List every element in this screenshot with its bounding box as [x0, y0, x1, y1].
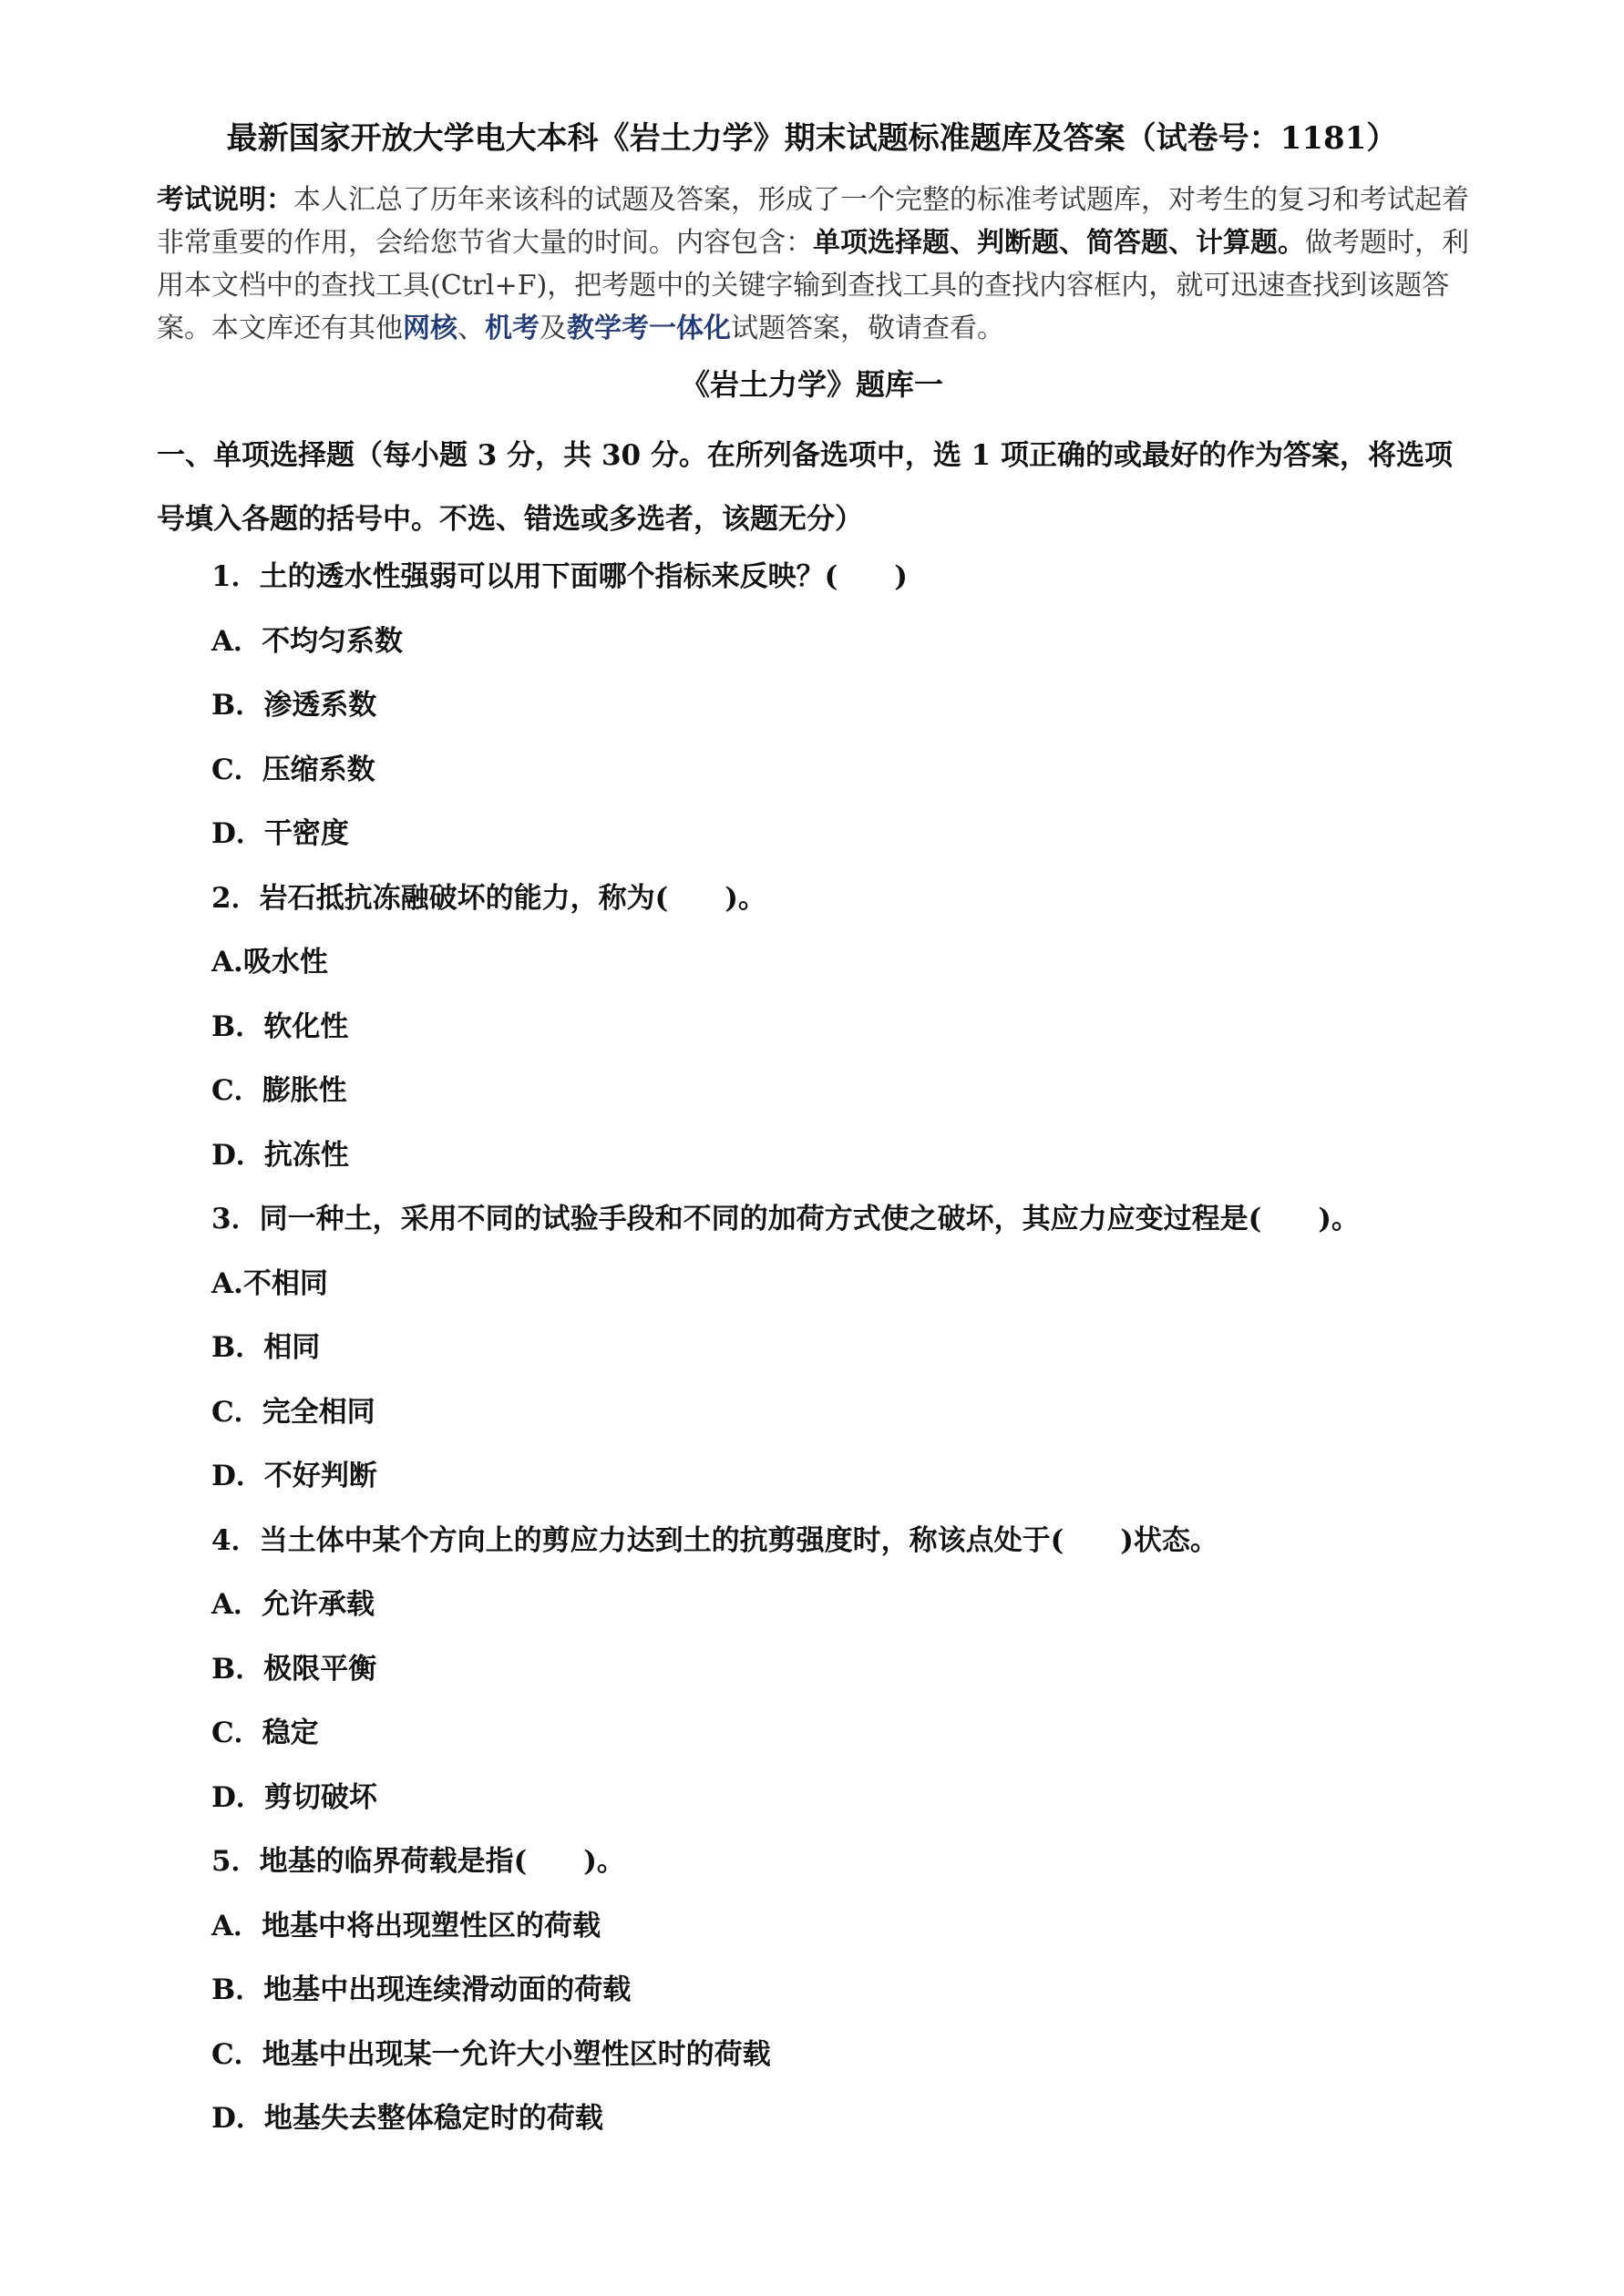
- question-text: 土的透水性强弱可以用下面哪个指标来反映？( ): [259, 560, 908, 593]
- question-stem: [211, 866, 1487, 931]
- question-text: 同一种土，采用不同的试验手段和不同的加荷方式使之破坏，其应力应变过程是( )。: [259, 1203, 1360, 1235]
- option-label: D．: [211, 2102, 264, 2135]
- option-label: A.: [211, 1266, 243, 1300]
- question-bank-title: 《岩土力学》题库一: [680, 367, 943, 402]
- option-label: A．: [211, 1588, 262, 1621]
- option-label: D．: [211, 1460, 264, 1492]
- option-text: 稳定: [262, 1717, 319, 1749]
- option-text: 地基失去整体稳定时的荷载: [263, 2102, 603, 2135]
- option-label: C．: [211, 1395, 262, 1429]
- option-label: A．: [211, 624, 262, 658]
- option-c: [211, 738, 1487, 803]
- option-label: B．: [211, 1010, 264, 1043]
- separator-1: 、: [457, 313, 485, 344]
- question-number: 4．: [211, 1523, 260, 1557]
- question-stem: [211, 1187, 1487, 1252]
- option-text: 地基中出现某一允许大小塑性区时的荷载: [262, 2037, 771, 2071]
- option-d: [211, 1123, 1487, 1188]
- option-a: [211, 1252, 1487, 1317]
- option-text: 抗冻性: [263, 1138, 349, 1172]
- option-label: C．: [211, 2037, 262, 2071]
- option-text: 压缩系数: [262, 753, 375, 786]
- option-a: [211, 1894, 1487, 1959]
- option-text: 相同: [263, 1331, 321, 1364]
- option-b: [211, 1958, 1487, 2023]
- instructions-text-3: 试题答案，敬请查看。: [731, 313, 1004, 344]
- question-types: 单项选择题、判断题、简答题、计算题。: [813, 227, 1305, 259]
- option-label: B．: [211, 1652, 264, 1686]
- question-2: [211, 866, 1487, 1188]
- instructions-text-2: 做考题时，利用本文档中的查找工具(Ctrl+F)，把考题中的关键字输到查找工具的查找内容框内，就可迅速查找到该题答案。本文库还有其他: [157, 227, 1469, 344]
- section-heading: 一、单项选择题（每小题 3 分，共 30 分。在所列备选项中，选 1 项正确的或最好的作为答案，将选项号填入各题的括号中。不选、错选或多选者，该题无分）: [157, 439, 1454, 536]
- question-stem: [211, 545, 1487, 610]
- option-c: [211, 1059, 1487, 1123]
- option-label: B．: [211, 1331, 264, 1364]
- option-label: C．: [211, 1717, 262, 1749]
- exam-instructions: [157, 179, 1469, 350]
- option-c: [211, 2023, 1487, 2087]
- option-b: [211, 1316, 1487, 1380]
- option-label: B．: [211, 689, 264, 722]
- option-a: [211, 1573, 1487, 1637]
- option-label: C．: [211, 1074, 262, 1107]
- question-text: 当土体中某个方向上的剪应力达到土的抗剪强度时，称该点处于( )状态。: [259, 1523, 1218, 1557]
- question-5: [211, 1830, 1487, 2151]
- question-text: 岩石抵抗冻融破坏的能力，称为( )。: [259, 881, 766, 915]
- question-number: 5．: [211, 1845, 260, 1878]
- option-text: 软化性: [263, 1010, 349, 1043]
- question-number: 3．: [211, 1203, 260, 1235]
- link-computer-exam[interactable]: 机考: [485, 313, 540, 344]
- option-b: [211, 673, 1487, 738]
- option-text: 剪切破坏: [263, 1780, 377, 1814]
- option-a: [211, 930, 1487, 995]
- link-integrated-exam[interactable]: 教学考一体化: [567, 313, 731, 344]
- option-text: 允许承载: [262, 1588, 375, 1621]
- option-b: [211, 995, 1487, 1060]
- option-label: D．: [211, 1138, 264, 1172]
- option-label: D．: [211, 817, 264, 850]
- separator-2: 及: [540, 313, 567, 344]
- option-label: C．: [211, 753, 262, 786]
- option-text: 渗透系数: [263, 689, 377, 722]
- option-label: B．: [211, 1973, 264, 2006]
- option-c: [211, 1701, 1487, 1766]
- option-text: 地基中将出现塑性区的荷载: [262, 1909, 601, 1942]
- question-3: [211, 1187, 1487, 1509]
- option-text: 极限平衡: [263, 1652, 377, 1686]
- option-d: [211, 802, 1487, 866]
- option-label: A.: [211, 946, 243, 979]
- question-4: [211, 1509, 1487, 1830]
- instructions-lead: 考试说明：: [157, 184, 293, 216]
- option-text: 干密度: [263, 817, 349, 850]
- option-text: 不均匀系数: [262, 624, 404, 658]
- question-stem: [211, 1509, 1487, 1573]
- option-b: [211, 1637, 1487, 1702]
- option-text: 膨胀性: [262, 1074, 347, 1107]
- document-title: 最新国家开放大学电大本科《岩土力学》期末试题标准题库及答案（试卷号：1181）: [226, 120, 1398, 157]
- question-number: 2．: [211, 881, 260, 915]
- option-label: A．: [211, 1909, 262, 1942]
- option-d: [211, 1444, 1487, 1509]
- instructions-text-1: 本人汇总了历年来该科的试题及答案，形成了一个完整的标准考试题库，对考生的复习和考试起着非常重要的作用，会给您节省大量的时间。内容包含：: [157, 184, 1469, 259]
- link-online-exam[interactable]: 网核: [403, 313, 457, 344]
- option-label: D．: [211, 1780, 264, 1814]
- option-d: [211, 2086, 1487, 2151]
- option-text: 吸水性: [242, 946, 328, 979]
- question-list: [211, 545, 1487, 2151]
- option-text: 不相同: [242, 1266, 328, 1300]
- option-text: 完全相同: [262, 1395, 375, 1429]
- option-text: 不好判断: [263, 1460, 377, 1492]
- question-text: 地基的临界荷载是指( )。: [259, 1845, 625, 1878]
- question-1: [211, 545, 1487, 866]
- option-d: [211, 1766, 1487, 1830]
- option-text: 地基中出现连续滑动面的荷载: [263, 1973, 632, 2006]
- option-a: [211, 610, 1487, 674]
- option-c: [211, 1380, 1487, 1445]
- question-number: 1．: [211, 560, 260, 593]
- question-stem: [211, 1830, 1487, 1894]
